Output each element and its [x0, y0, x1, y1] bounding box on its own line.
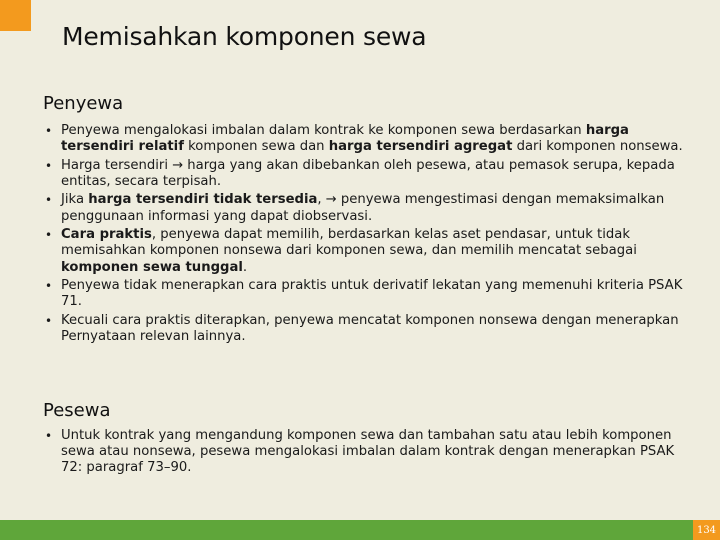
accent-square — [0, 0, 31, 31]
list-item: • Harga tersendiri → harga yang akan dibebankan oleh pesewa, atau pemasok serupa, kepada entitas, secara terpisah. — [43, 158, 693, 190]
section-heading-lessee: Penyewa — [43, 93, 124, 114]
lessee-bullet-list — [43, 123, 693, 347]
list-item: • Penyewa mengalokasi imbalan dalam kontrak ke komponen sewa berdasarkan harga tersendiri relatif komponen sewa dan harga tersendiri agregat dari komponen nonsewa. — [43, 123, 693, 155]
section-heading-lessor: Pesewa — [43, 400, 111, 421]
list-item: • Penyewa tidak menerapkan cara praktis untuk derivatif lekatan yang memenuhi kriteria PSAK 71. — [43, 278, 693, 310]
slide-title: Memisahkan komponen sewa — [62, 22, 427, 51]
arrow-right-icon: → — [325, 192, 337, 208]
page-number: 134 — [693, 520, 720, 540]
list-item: • Kecuali cara praktis diterapkan, penyewa mencatat komponen nonsewa dengan menerapkan Pernyataan relevan lainnya. — [43, 313, 693, 345]
list-item: • Untuk kontrak yang mengandung komponen sewa dan tambahan satu atau lebih komponen sewa atau nonsewa, pesewa mengalokasi imbalan dalam kontrak dengan menerapkan PSAK 72: paragraf 73–90. — [43, 428, 693, 477]
list-item: • Jika harga tersendiri tidak tersedia, → penyewa mengestimasi dengan memaksimalkan penggunaan informasi yang dapat diobservasi. — [43, 192, 693, 224]
list-item: • Cara praktis, penyewa dapat memilih, berdasarkan kelas aset pendasar, untuk tidak memisahkan komponen nonsewa dari komponen sewa, dan memilih mencatat sebagai komponen sewa tunggal. — [43, 227, 693, 276]
footer-bar — [0, 520, 720, 540]
lessor-bullet-list — [43, 428, 693, 479]
arrow-right-icon: → — [172, 157, 184, 173]
